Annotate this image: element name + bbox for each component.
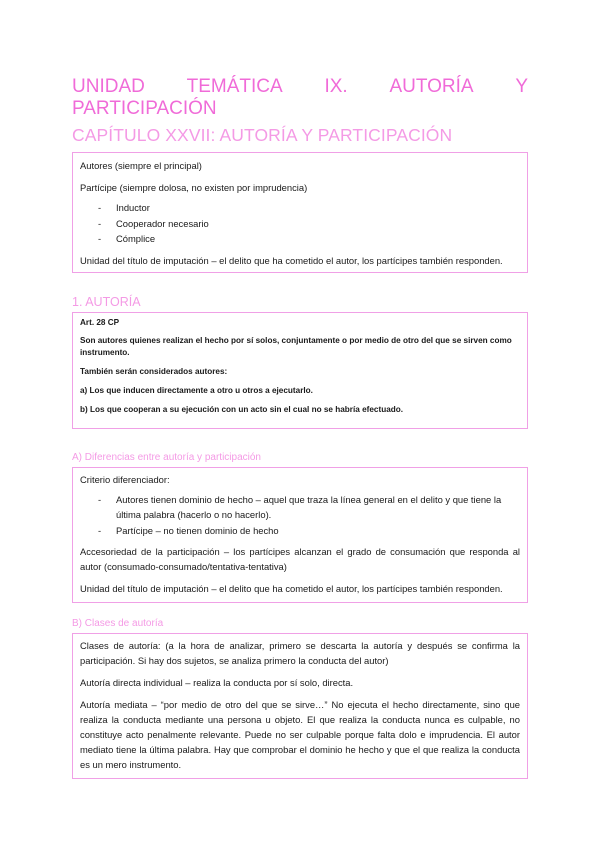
list-item-text: Partícipe – no tienen dominio de hecho bbox=[116, 524, 279, 536]
unit-title-word: TEMÁTICA bbox=[186, 76, 283, 97]
unit-title-word: IX. bbox=[324, 76, 348, 97]
article-text-3: a) Los que inducen directamente a otro u otros a ejecutarlo. bbox=[80, 385, 313, 395]
mediate-authorship-paragraph: Autoría mediata – “por medio de otro del que se sirve…” No ejecuta el hecho directamente, sino que realiza la conducta mediante una persona u objeto. El que realiza la conducta nunca es culpable, no constituye acto penalmente relevante. Puede no ser culpable porque falta dolo e imprudencia. El autor mediato tiene la última palabra. Hay que comprobar el dominio he hecho y que el que realiza la conducta es un mero instrumento. bbox=[80, 699, 520, 770]
section-autoria-title: 1. AUTORÍA bbox=[72, 294, 141, 309]
dash-bullet: - bbox=[98, 233, 102, 244]
article-text-4: b) Los que cooperan a su ejecución con un acto sin el cual no se habría efectuado. bbox=[80, 404, 404, 414]
document-page bbox=[72, 76, 528, 779]
dash-bullet: - bbox=[98, 524, 102, 536]
accessoriness-paragraph: Accesoriedad de la participación – los partícipes alcanzan el grado de consumación que responda al autor (consumado-consumado/tentativa-tentativa) bbox=[80, 546, 520, 572]
article-text-2: También serán considerados autores: bbox=[80, 366, 228, 376]
list-item-text: Autores tienen dominio de hecho – aquel que traza la línea general en el delito y que tiene la última palabra (hacerlo o no hacerlo). bbox=[116, 493, 502, 520]
unity-imputation-paragraph: Unidad del título de imputación – el delito que ha cometido el autor, los partícipes también responden. bbox=[80, 583, 503, 594]
intro-authors: Autores (siempre el principal) bbox=[80, 160, 202, 171]
article-28-box bbox=[72, 312, 528, 429]
unit-title-word: Y bbox=[515, 76, 528, 97]
section-a-title: A) Diferencias entre autoría y participación bbox=[72, 451, 261, 463]
list-item bbox=[80, 216, 520, 232]
intro-box bbox=[72, 152, 528, 273]
list-item bbox=[80, 523, 520, 539]
authorship-classes-paragraph: Clases de autoría: (a la hora de analizar, primero se descarta la autoría y después se confirma la participación. Si hay dos sujetos, se analiza primero la conducta del autor) bbox=[80, 640, 520, 666]
list-item bbox=[80, 231, 520, 247]
article-text-1: Son autores quienes realizan el hecho por sí solos, conjuntamente o por medio de otro del que se sirven como instrumento. bbox=[80, 335, 512, 357]
list-item-text: Cómplice bbox=[116, 233, 156, 244]
section-a-box bbox=[72, 467, 528, 604]
criterion-list bbox=[80, 492, 520, 539]
unit-title-line1 bbox=[72, 76, 528, 98]
direct-authorship-paragraph: Autoría directa individual – realiza la conducta por sí solo, directa. bbox=[80, 677, 354, 688]
participant-types-list bbox=[80, 200, 520, 247]
unit-title-line2: PARTICIPACIÓN bbox=[72, 98, 217, 119]
dash-bullet: - bbox=[98, 217, 102, 229]
dash-bullet: - bbox=[98, 202, 102, 213]
chapter-title: CAPÍTULO XXVII: AUTORÍA Y PARTICIPACIÓN bbox=[72, 125, 453, 145]
section-b-title: B) Clases de autoría bbox=[72, 618, 164, 629]
intro-participant: Partícipe (siempre dolosa, no existen por imprudencia) bbox=[80, 182, 308, 193]
unit-title-word: UNIDAD bbox=[72, 76, 145, 97]
list-item bbox=[80, 492, 520, 523]
article-reference: Art. 28 CP bbox=[80, 317, 120, 327]
unit-title bbox=[72, 76, 528, 120]
list-item bbox=[80, 200, 520, 216]
list-item-text: Inductor bbox=[116, 202, 150, 213]
section-b-box bbox=[72, 633, 528, 779]
intro-unity-imputation: Unidad del título de imputación – el delito que ha cometido el autor, los partícipes también responden. bbox=[80, 254, 503, 266]
unit-title-word: AUTORÍA bbox=[389, 76, 474, 97]
dash-bullet: - bbox=[98, 493, 102, 505]
criterion-heading: Criterio diferenciador: bbox=[80, 473, 170, 485]
list-item-text: Cooperador necesario bbox=[116, 217, 209, 229]
